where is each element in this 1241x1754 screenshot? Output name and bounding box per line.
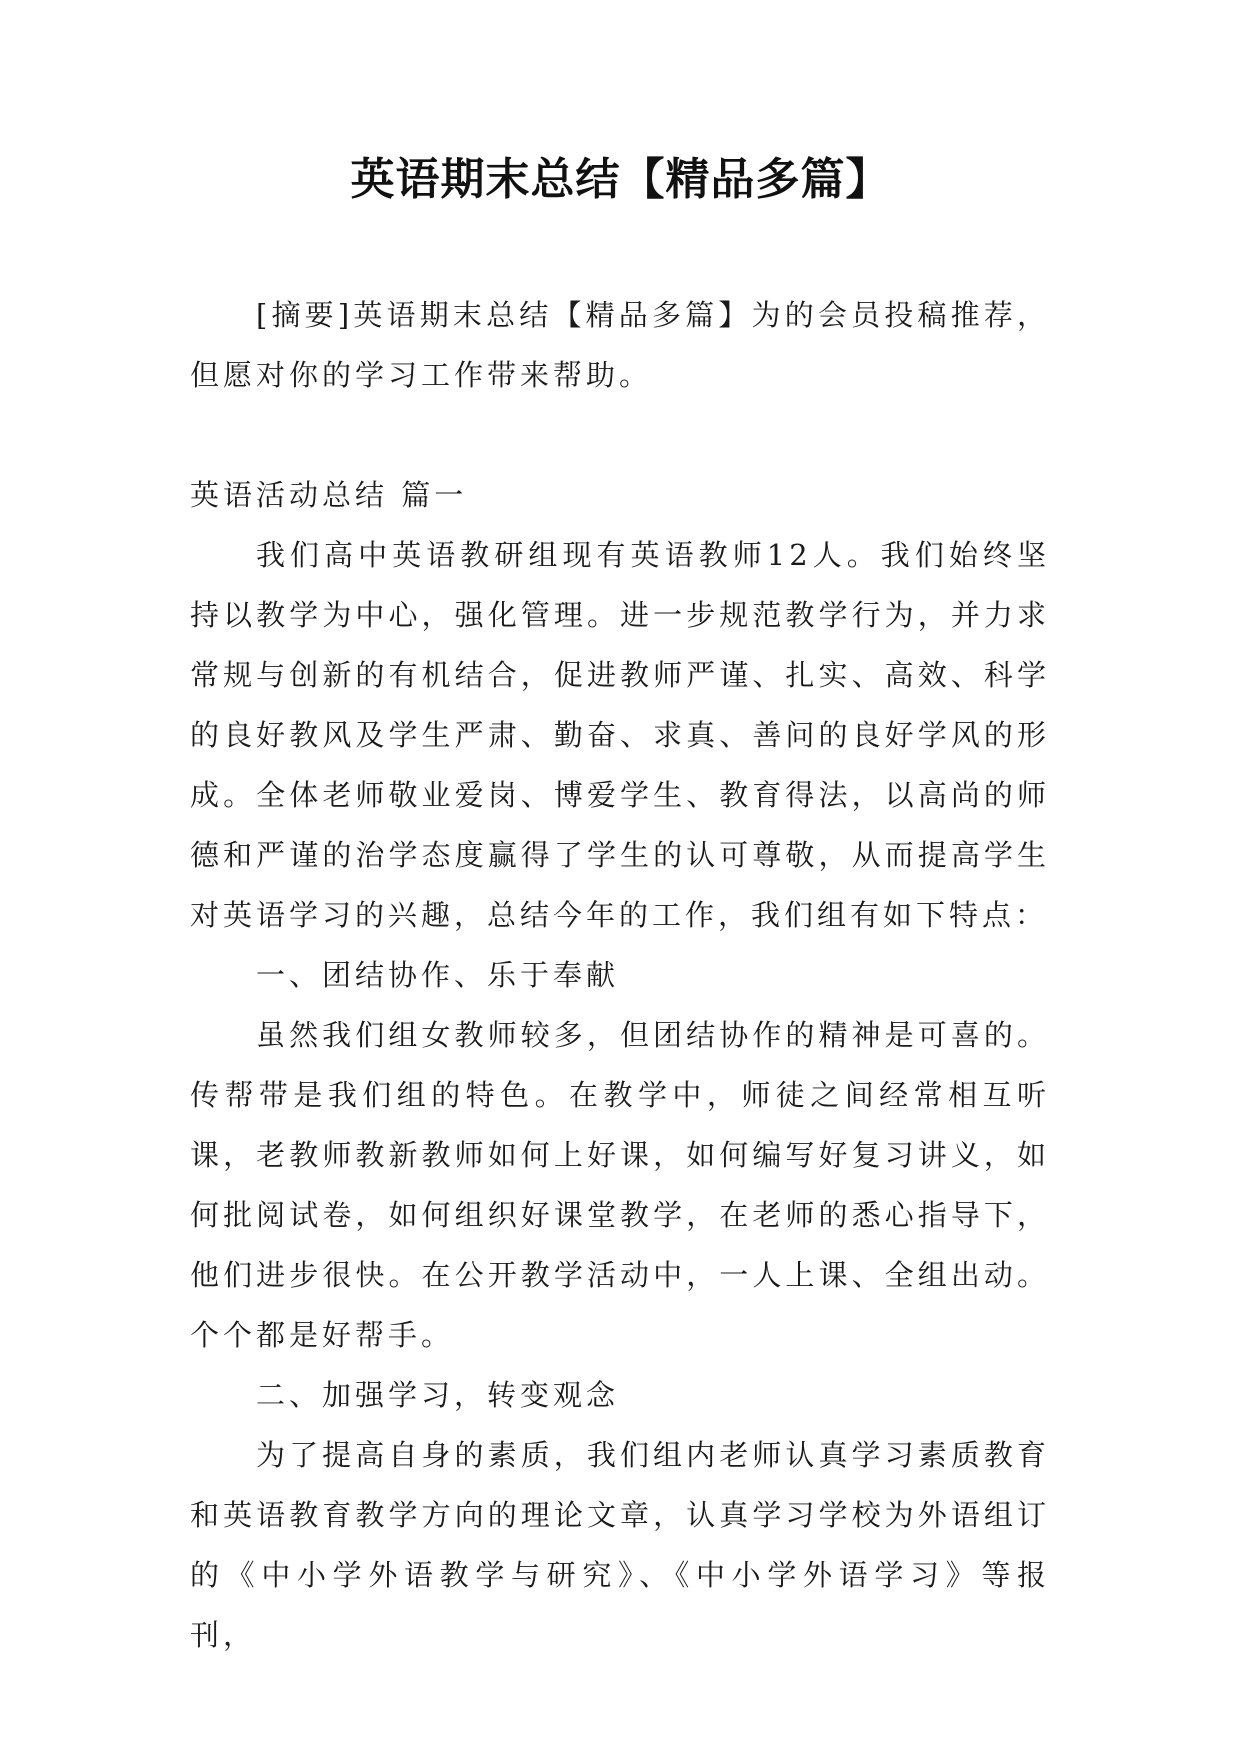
body-paragraph: 虽然我们组女教师较多，但团结协作的精神是可喜的。传帮带是我们组的特色。在教学中，师徒之间经常相互听课，老教师教新教师如何上好课，如何编写好复习讲义，如何批阅试卷，如何组织好课堂教学，在老师的悉心指导下，他们进步很快。在公开教学活动中，一人上课、全组出动。个个都是好帮手。 [190, 1018, 1050, 1352]
subheading-one: 一、团结协作、乐于奉献 [256, 958, 620, 992]
document-title: 英语期末总结【精品多篇】 [350, 154, 891, 205]
section-heading: 英语活动总结 篇一 [190, 478, 468, 512]
subheading-two: 二、加强学习，转变观念 [256, 1378, 620, 1412]
body-paragraph: 为了提高自身的素质，我们组内老师认真学习素质教育和英语教育教学方向的理论文章，认真学习学校为外语组订的《中小学外语教学与研究》、《中小学外语学习》等报刊， [190, 1438, 1050, 1652]
body-paragraph: 我们高中英语教研组现有英语教师12人。我们始终坚持以教学为中心，强化管理。进一步规范教学行为，并力求常规与创新的有机结合，促进教师严谨、扎实、高效、科学的良好教风及学生严肃、勤奋、求真、善问的良好学风的形成。全体老师敬业爱岗、博爱学生、教育得法，以高尚的师德和严谨的治学态度赢得了学生的认可尊敬，从而提高学生对英语学习的兴趣，总结今年的工作，我们组有如下特点： [190, 538, 1050, 932]
abstract-paragraph: [摘要]英语期末总结【精品多篇】为的会员投稿推荐，但愿对你的学习工作带来帮助。 [190, 298, 1050, 392]
document-body [190, 285, 1050, 1665]
